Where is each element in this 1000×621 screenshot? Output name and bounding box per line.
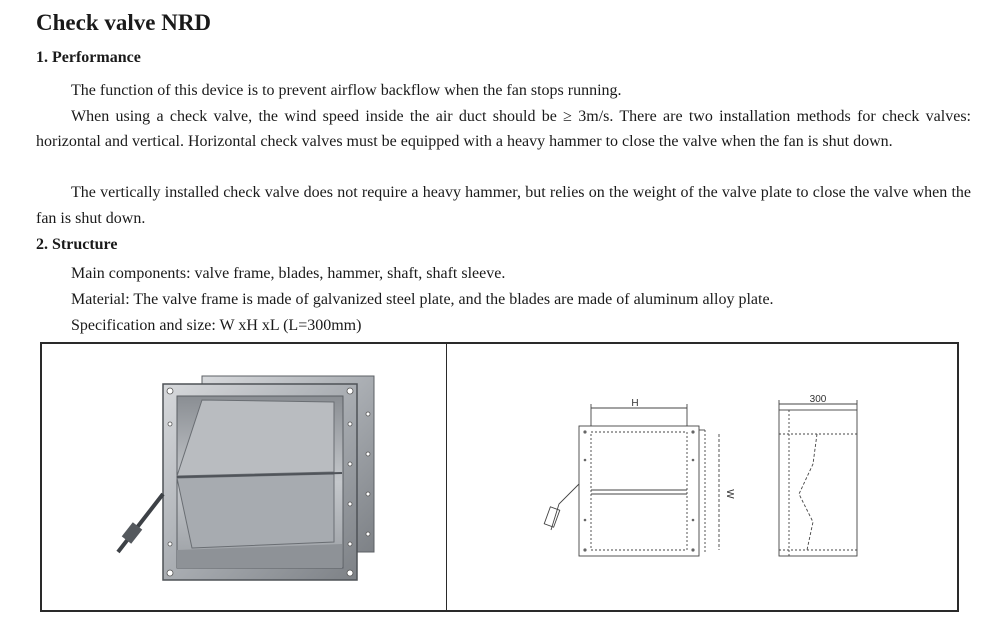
paragraph-installation: When using a check valve, the wind speed inside the air duct should be ≥ 3m/s. There are two installation methods for check valves: horizontal and vertical. Horizontal check valves must be equipped with a heavy hammer to close the valve when the fan is shut down. — [36, 107, 971, 150]
valve-photo-pane — [42, 344, 447, 610]
section-heading-performance: 1. Performance — [36, 49, 141, 66]
technical-drawing — [447, 344, 959, 610]
section-heading-structure: 2. Structure — [36, 236, 118, 253]
paragraph-function: The function of this device is to prevent airflow backflow when the fan stops running. — [71, 82, 622, 99]
material-line: Material: The valve frame is made of galvanized steel plate, and the blades are made of aluminum alloy plate. — [71, 291, 774, 308]
page-title: Check valve NRD — [36, 10, 212, 35]
specification-line: Specification and size: W xH xL (L=300mm) — [71, 317, 362, 334]
figure-box — [40, 342, 959, 612]
drawing-pane — [447, 344, 957, 610]
dimension-h-label: H — [631, 398, 639, 409]
valve-photo — [42, 344, 446, 610]
dimension-w-label: W — [724, 489, 735, 499]
dimension-length-label: 300 — [809, 394, 827, 405]
paragraph-vertical: The vertically installed check valve does not require a heavy hammer, but relies on the weight of the valve plate to close the valve when the fan is shut down. — [36, 184, 971, 227]
components-line: Main components: valve frame, blades, hammer, shaft, shaft sleeve. — [71, 265, 506, 282]
